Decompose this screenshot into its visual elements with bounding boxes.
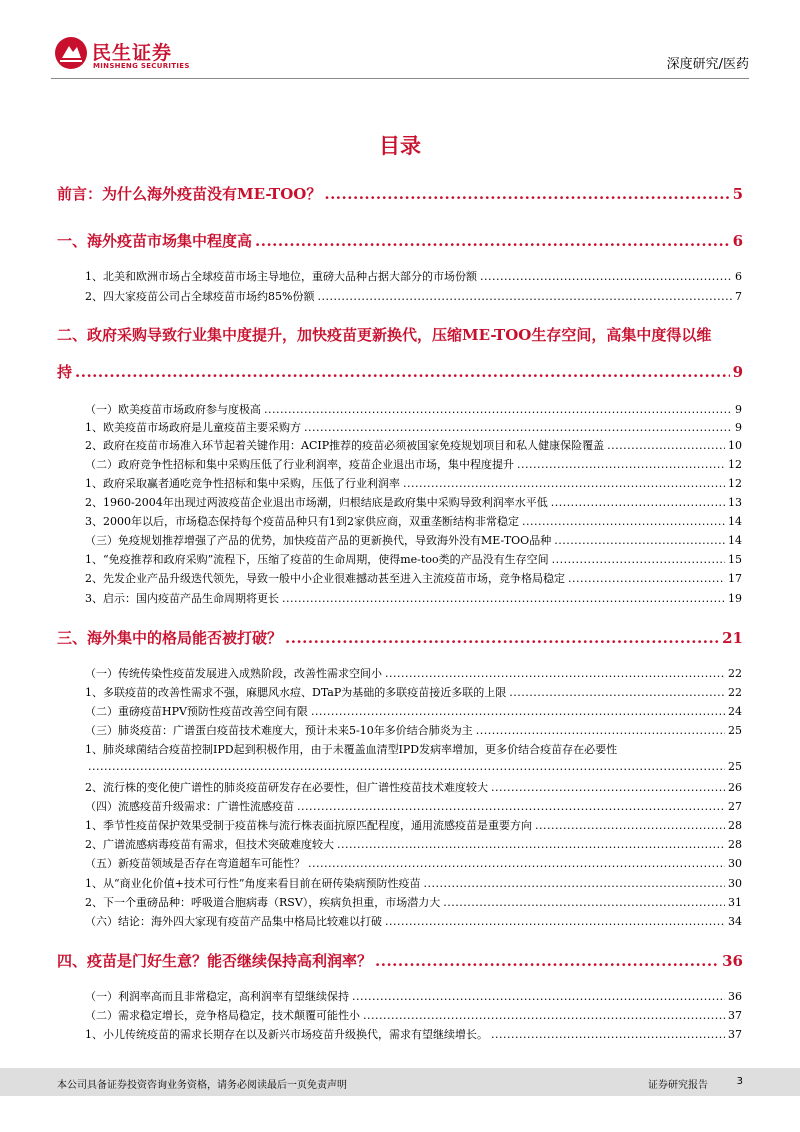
toc-leader-dots (522, 515, 725, 528)
toc-leader-dots (304, 421, 732, 434)
logo-text-en: MINSHENG SECURITIES (93, 62, 190, 70)
toc-leader-dots (297, 800, 725, 813)
toc-entry-page: 10 (728, 439, 742, 452)
toc-entry[interactable] (85, 1026, 742, 1042)
toc-entry[interactable] (85, 875, 742, 891)
toc-entry-title: 三、海外集中的格局能否被打破？ (57, 629, 283, 647)
toc-leader-dots (352, 990, 725, 1003)
toc-entry-page: 12 (728, 458, 742, 471)
toc-entry-page: 5 (732, 185, 743, 203)
toc-entry[interactable] (85, 401, 742, 417)
toc-entry-page: 27 (728, 800, 742, 813)
toc-entry-title: （二）重磅疫苗HPV预防性疫苗改善空间有限 (85, 705, 308, 718)
toc-entry[interactable] (85, 475, 742, 491)
toc-entry-page: 12 (728, 477, 742, 490)
toc-entry-page: 9 (732, 363, 743, 381)
toc-entry-page: 13 (728, 496, 742, 509)
report-category: 深度研究/医药 (666, 57, 749, 72)
toc-leader-dots (264, 403, 732, 416)
page-header (0, 0, 800, 84)
toc-entry-page: 22 (728, 686, 742, 699)
toc-entry-title-line1[interactable]: 1、肺炎球菌结合疫苗控制IPD起到积极作用，由于未覆盖血清型IPD发病率增加，更多价结合疫苗存在必要性 (85, 743, 618, 756)
toc-leader-dots (337, 838, 725, 851)
toc-entry-title: 1、北美和欧洲市场占全球疫苗市场主导地位，重磅大品种占据大部分的市场份额 (85, 270, 477, 283)
toc-leader-dots (443, 896, 725, 909)
toc-entry-page: 30 (728, 877, 742, 890)
toc-leader-dots (324, 185, 729, 203)
toc-entry[interactable] (85, 684, 742, 700)
toc-leader-dots (552, 553, 725, 566)
toc-leader-dots (480, 270, 732, 283)
toc-leader-dots (491, 781, 725, 794)
toc-entry-page: 14 (728, 534, 742, 547)
toc-entry-title: （一）传统传染性疫苗发展进入成熟阶段，改善性需求空间小 (85, 667, 382, 680)
toc-entry-page: 36 (728, 990, 742, 1003)
toc-entry-page: 28 (728, 819, 742, 832)
toc-leader-dots (88, 760, 725, 773)
toc-entry[interactable] (85, 913, 742, 929)
toc-entry-page: 19 (728, 592, 742, 605)
toc-entry[interactable] (85, 988, 742, 1004)
toc-entry-title: 1、政府采取赢者通吃竞争性招标和集中采购，压低了行业利润率 (85, 477, 400, 490)
toc-leader-dots (282, 592, 725, 605)
toc-entry[interactable] (57, 627, 743, 648)
footer-page-number: 3 (736, 1076, 743, 1087)
toc-entry-title: 一、海外疫苗市场集中程度高 (57, 232, 253, 250)
toc-leader-dots (385, 667, 725, 680)
toc-leader-dots (363, 1009, 725, 1022)
toc-entry-page: 6 (732, 232, 743, 250)
toc-entry[interactable] (85, 288, 742, 304)
toc-entry-page: 37 (728, 1009, 742, 1022)
toc-title: 目录 (379, 134, 421, 158)
logo-text-cn: 民生证券 (92, 42, 173, 64)
toc-entry[interactable] (57, 183, 743, 204)
toc-entry-title: 2、下一个重磅品种：呼吸道合胞病毒（RSV），疾病负担重，市场潜力大 (85, 896, 441, 909)
toc-entry-title: （五）新疫苗领域是否存在弯道超车可能性？ (85, 857, 305, 870)
toc-entry-page: 7 (735, 290, 742, 303)
toc-leader-dots (607, 439, 725, 452)
toc-entry-title: （二）政府竞争性招标和集中采购压低了行业利润率，疫苗企业退出市场，集中程度提升 (85, 458, 514, 471)
toc-leader-dots (491, 1028, 725, 1041)
toc-entry[interactable] (85, 779, 742, 795)
toc-entry-title: 1、小儿传统疫苗的需求长期存在以及新兴市场疫苗升级换代，需求有望继续增长。 (85, 1028, 488, 1041)
toc-entry-title: 1、欧美疫苗市场政府是儿童疫苗主要采购方 (85, 421, 301, 434)
toc-leader-dots (255, 232, 730, 250)
toc-entry[interactable] (85, 437, 742, 453)
toc-leader-dots (285, 629, 719, 647)
toc-entry-title: （一）欧美疫苗市场政府参与度极高 (85, 403, 261, 416)
toc-entry[interactable] (85, 268, 742, 284)
toc-entry[interactable] (85, 855, 742, 871)
toc-entry-title: 3、启示：国内疫苗产品生命周期将更长 (85, 592, 279, 605)
toc-entry[interactable] (85, 513, 742, 529)
toc-leader-dots (535, 819, 725, 832)
toc-leader-dots (554, 534, 725, 547)
toc-entry[interactable] (85, 665, 742, 681)
header-divider (51, 78, 749, 79)
toc-entry-title: （四）流感疫苗升级需求：广谱性流感疫苗 (85, 800, 294, 813)
toc-entry-page: 17 (728, 572, 742, 585)
toc-leader-dots (375, 952, 719, 970)
toc-entry-page: 15 (728, 553, 742, 566)
toc-entry-title: 前言：为什么海外疫苗没有ME-TOO？ (57, 185, 322, 203)
toc-entry-page: 21 (722, 629, 743, 647)
toc-entry-title-cont: 持 (57, 363, 73, 381)
toc-entry[interactable] (85, 419, 742, 435)
toc-entry[interactable] (85, 494, 742, 510)
footer-disclaimer: 本公司具备证券投资咨询业务资格，请务必阅读最后一页免责声明 (57, 1080, 347, 1091)
toc-entry-page: 24 (728, 705, 742, 718)
minsheng-logo (54, 36, 204, 76)
toc-entry[interactable] (85, 760, 742, 773)
toc-entry[interactable] (85, 703, 742, 719)
toc-entry-page: 36 (722, 952, 743, 970)
toc-leader-dots (551, 496, 725, 509)
toc-entry[interactable] (85, 1007, 742, 1023)
toc-entry-title: 1、多联疫苗的改善性需求不强，麻腮风水痘、DTaP为基础的多联疫苗接近多联的上限 (85, 686, 507, 699)
toc-entry-title: （二）需求稳定增长，竞争格局稳定，技术颠覆可能性小 (85, 1009, 360, 1022)
toc-entry-title: 2、四大家疫苗公司占全球疫苗市场约85%份额 (85, 290, 315, 303)
page-footer (0, 1068, 800, 1096)
toc-entry[interactable] (85, 590, 742, 606)
toc-entry[interactable] (85, 894, 742, 910)
toc-entry-title: 2、流行株的变化使广谱性的肺炎疫苗研发存在必要性，但广谱性疫苗技术难度较大 (85, 781, 488, 794)
toc-leader-dots (476, 724, 725, 737)
toc-entry-title: （三）免疫规划推荐增强了产品的优势，加快疫苗产品的更新换代，导致海外没有ME-TOO品种 (85, 534, 552, 547)
toc-entry-title: 四、疫苗是门好生意？能否继续保持高利润率？ (57, 952, 373, 970)
toc-entry[interactable] (85, 570, 742, 586)
toc-leader-dots (75, 363, 730, 381)
toc-entry-page: 25 (728, 724, 742, 737)
toc-entry[interactable] (57, 950, 743, 971)
toc-entry-title: （三）肺炎疫苗：广谱蛋白疫苗技术难度大，预计未来5-10年多价结合肺炎为主 (85, 724, 473, 737)
toc-entry[interactable] (85, 836, 742, 852)
toc-leader-dots (308, 857, 725, 870)
toc-leader-dots (509, 686, 725, 699)
toc-entry[interactable] (85, 551, 742, 567)
toc-entry-page: 26 (728, 781, 742, 794)
toc-leader-dots (311, 705, 725, 718)
toc-entry-title: 3、2000年以后，市场稳态保持每个疫苗品种只有1到2家供应商，双重垄断结构非常稳定 (85, 515, 519, 528)
toc-entry-page: 31 (728, 896, 742, 909)
toc-entry[interactable] (85, 722, 742, 738)
toc-entry-title: 2、先发企业产品升级迭代领先，导致一般中小企业很难撼动甚至进入主流疫苗市场，竞争格局稳定 (85, 572, 565, 585)
toc-entry-title: 2、广谱流感病毒疫苗有需求，但技术突破难度较大 (85, 838, 334, 851)
toc-entry-page: 37 (728, 1028, 742, 1041)
toc-entry-page: 22 (728, 667, 742, 680)
toc-entry-title: 1、从“商业化价值+技术可行性”角度来看目前在研传染病预防性疫苗 (85, 877, 421, 890)
toc-entry-title: 2、政府在疫苗市场准入环节起着关键作用：ACIP推荐的疫苗必须被国家免疫规划项目和私人健康保险覆盖 (85, 439, 605, 452)
toc-entry-page: 30 (728, 857, 742, 870)
toc-entry-title: （六）结论：海外四大家现有疫苗产品集中格局比较难以打破 (85, 915, 382, 928)
toc-entry-page: 28 (728, 838, 742, 851)
toc-entry[interactable] (57, 230, 743, 251)
toc-entry-page: 25 (728, 760, 742, 773)
footer-report-type: 证券研究报告 (648, 1080, 708, 1091)
toc-entry-page: 34 (728, 915, 742, 928)
toc-entry[interactable] (85, 456, 742, 472)
toc-leader-dots (517, 458, 725, 471)
toc-leader-dots (568, 572, 725, 585)
toc-entry[interactable] (85, 532, 742, 548)
minsheng-logo-icon (54, 36, 88, 70)
toc-leader-dots (317, 290, 732, 303)
toc-entry-page: 9 (735, 421, 742, 434)
toc-entry-title-line1[interactable]: 二、政府采购导致行业集中度提升，加快疫苗更新换代，压缩ME-TOO生存空间，高集中度得以维 (57, 326, 712, 344)
toc-entry[interactable] (85, 817, 742, 833)
toc-entry-title: 2、1960-2004年出现过两波疫苗企业退出市场潮，归根结底是政府集中采购导致利润率水平低 (85, 496, 548, 509)
toc-leader-dots (385, 915, 725, 928)
toc-entry-title: 1、“免疫推荐和政府采购”流程下，压缩了疫苗的生命周期，使得me-too类的产品没有生存空间 (85, 553, 549, 566)
toc-entry-page: 9 (735, 403, 742, 416)
toc-entry-page: 14 (728, 515, 742, 528)
toc-entry-title: 1、季节性疫苗保护效果受制于疫苗株与流行株表面抗原匹配程度，通用流感疫苗是重要方向 (85, 819, 532, 832)
toc-entry-title: （一）利润率高而且非常稳定，高利润率有望继续保持 (85, 990, 349, 1003)
toc-leader-dots (423, 877, 725, 890)
toc-entry[interactable] (57, 361, 743, 382)
toc-entry-page: 6 (735, 270, 742, 283)
toc-leader-dots (403, 477, 725, 490)
toc-entry[interactable] (85, 798, 742, 814)
